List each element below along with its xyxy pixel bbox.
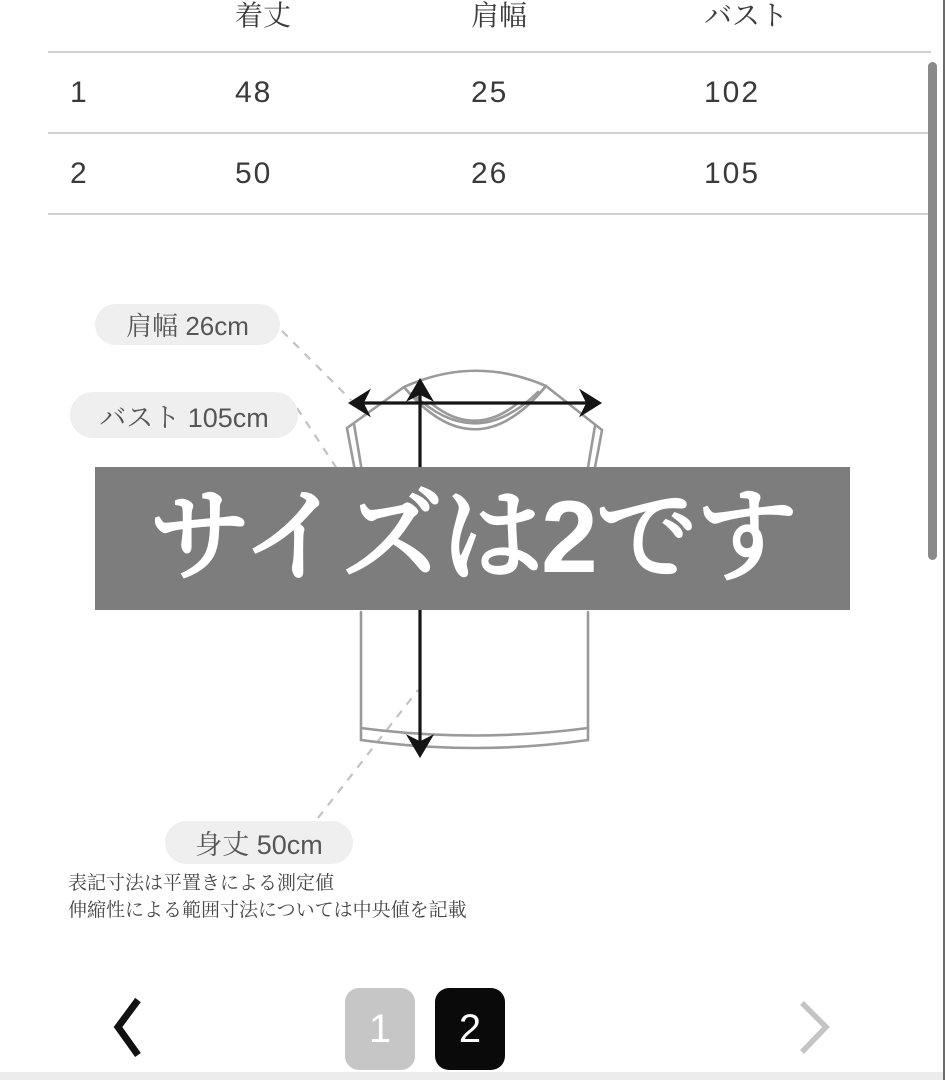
note-line: 表記寸法は平置きによる測定値: [68, 873, 335, 894]
bust-label: バスト 105cm: [70, 392, 298, 438]
page-button-2[interactable]: 2: [435, 988, 505, 1070]
note-line: 伸縮性による範囲寸法については中央値を記載: [68, 900, 467, 921]
size-banner: [95, 467, 850, 610]
row-size-label: 1: [70, 75, 89, 109]
size-banner-text: サイズは2です: [149, 479, 796, 594]
row-shoulder-value: 26: [471, 156, 509, 190]
bottom-edge: [0, 1072, 945, 1080]
size-table: [48, 0, 931, 215]
measurement-notes: [68, 870, 467, 924]
row-bust-value: 105: [704, 156, 761, 190]
row-size-label: 2: [70, 156, 89, 190]
scrollbar-thumb[interactable]: [928, 62, 937, 560]
col-header-bust: バスト: [704, 0, 789, 31]
body-length-label: 身丈 50cm: [165, 821, 353, 864]
shoulder-width-label: 肩幅 26cm: [95, 304, 280, 345]
row-shoulder-value: 25: [471, 75, 509, 109]
page-button-1[interactable]: 1: [345, 988, 415, 1070]
row-length-value: 50: [235, 156, 273, 190]
size-table-header: [48, 0, 931, 51]
col-header-length: 着丈: [235, 0, 292, 31]
table-row: [48, 132, 931, 213]
chevron-right-icon: [790, 995, 835, 1060]
col-header-shoulder: 肩幅: [471, 0, 528, 31]
row-bust-value: 102: [704, 75, 761, 109]
chevron-left-icon: [105, 990, 150, 1065]
prev-page-button[interactable]: [105, 990, 150, 1065]
table-bottom-divider: [48, 213, 931, 215]
row-length-value: 48: [235, 75, 273, 109]
table-row: [48, 51, 931, 132]
next-page-button[interactable]: [790, 995, 835, 1060]
